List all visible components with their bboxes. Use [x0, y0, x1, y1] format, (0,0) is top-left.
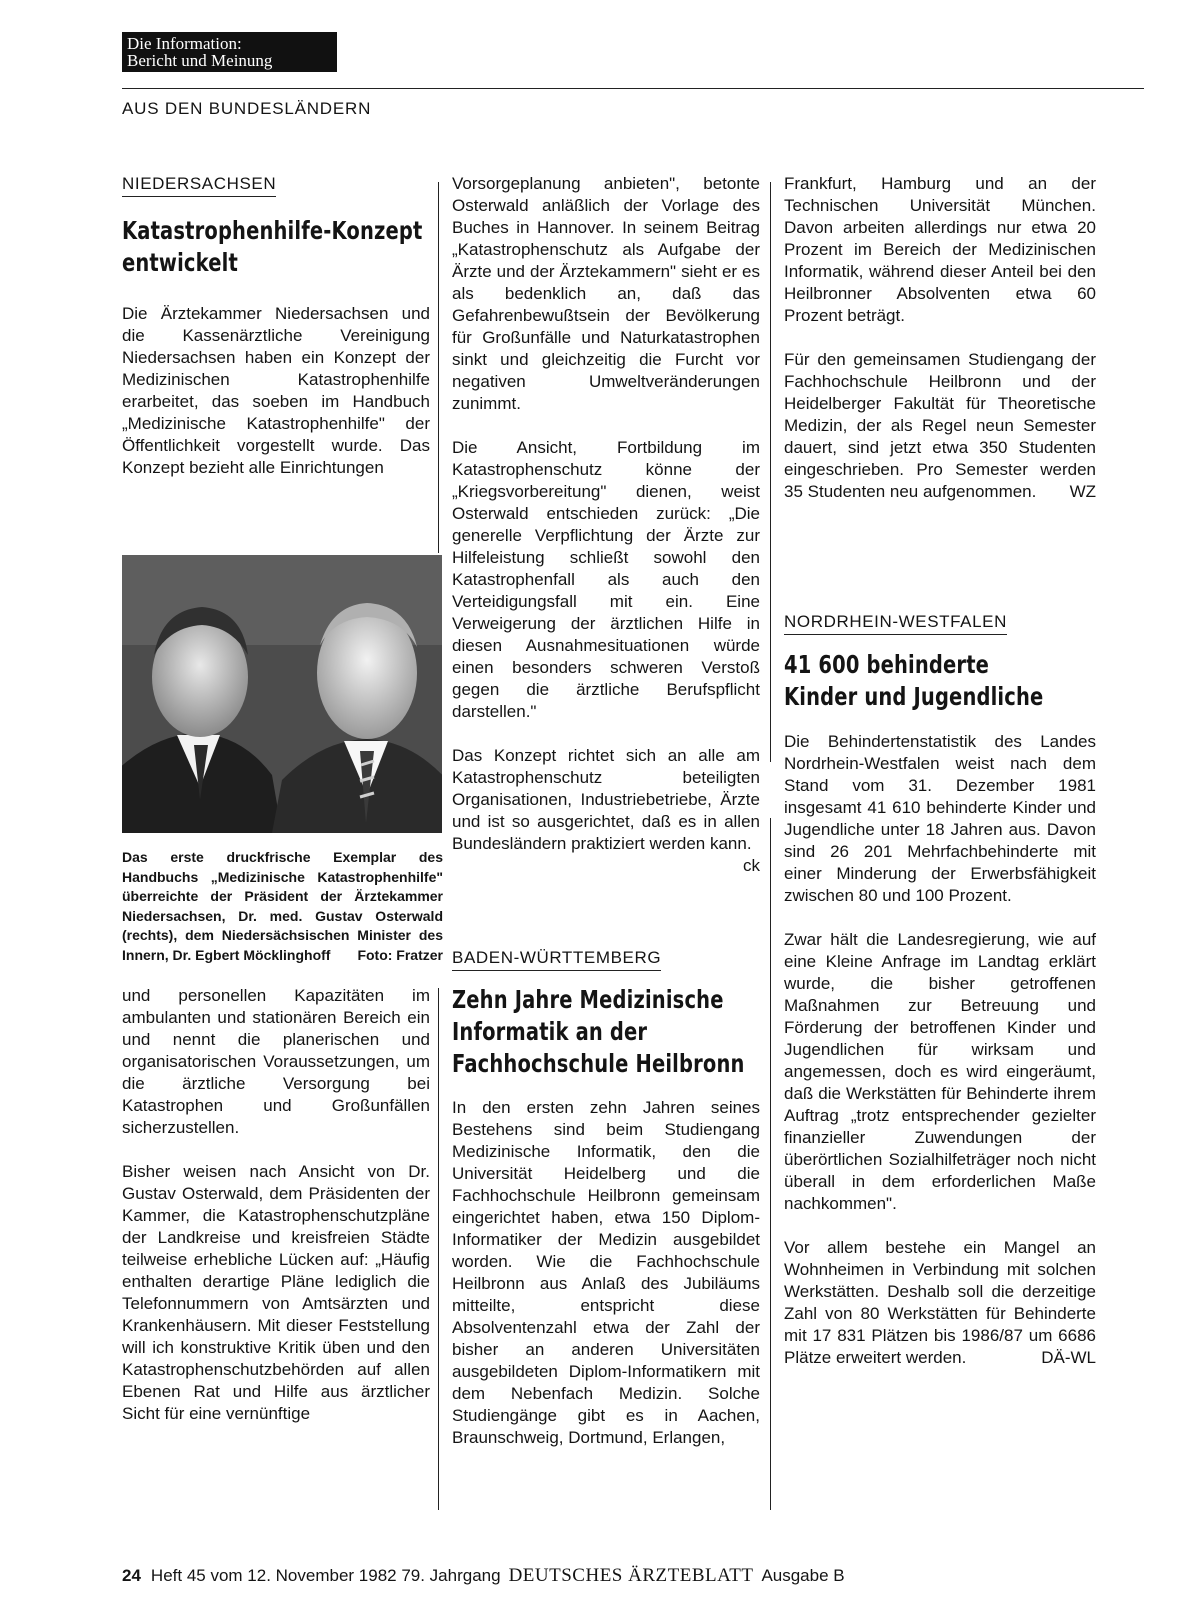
kicker-niedersachsen: NIEDERSACHSEN: [122, 173, 430, 195]
paragraph: Vor allem bestehe ein Mangel an Wohnheimen in Verbindung mit solchen Werkstätten. Deshalb soll die derzeitige Zahl von 80 Werkstätten für Behinderte mit 17 831 Plätzen bis 1986/87 um 6686 Plätze erweitert werden. DÄ-WL: [784, 1238, 1096, 1367]
paragraph: Die Ansicht, Fortbildung im Katastrophenschutz könne der „Kriegsvorbereitung" dienen, weist Osterwald entschieden zurück: „Die generelle Verpflichtung der Ärzte zur Hilfeleistung schließt sowohl den Katastrophenfall als auch den Verteidigungsfall mit ein. Eine Verweigerung der ärztlichen Hilfe in diesen Ausnahmesituationen würde einen besonders schweren Verstoß gegen die ärztliche Berufspflicht darstellen.": [452, 438, 760, 721]
rubric-label: [122, 32, 337, 72]
signature-wz: WZ: [1069, 482, 1096, 501]
column-rule-3: [770, 182, 771, 762]
headline-medizinische-informatik: Zehn Jahre Medizinische Informatik an der Fachhochschule Heilbronn: [452, 985, 745, 1078]
article-niedersachsen-cont: [122, 985, 430, 1425]
column-rule-4: [770, 818, 771, 1510]
page-footer: [122, 1565, 845, 1587]
paragraph: Für den gemeinsamen Studiengang der Fachhochschule Heilbronn und der Heidelberger Fakultät für Theoretische Medizin, der als Regel neun Semester dauert, sind jetzt etwa 350 Studenten eingeschrieben. Pro Semester werden 35 Studenten neu aufgenommen. WZ: [784, 350, 1096, 501]
article-niedersachsen-col2: [452, 173, 760, 877]
kicker-nordrhein-westfalen: NORDRHEIN-WESTFALEN: [784, 611, 1096, 633]
column-rule-1: [438, 182, 439, 553]
article-niedersachsen-start: [122, 173, 430, 479]
kicker-baden-wuerttemberg: BADEN-WÜRTTEMBERG: [452, 947, 760, 969]
paragraph: Die Behindertenstatistik des Landes Nordrhein-Westfalen weist nach dem Stand vom 31. Dezember 1981 insgesamt 41 610 behinderte Kinder und Jugendliche unter 18 Jahren aus. Davon sind 26 201 Mehrfachbehinderte mit einer Minderung der Erwerbsfähigkeit zwischen 80 und 100 Prozent.: [784, 732, 1096, 905]
photo-caption: Das erste druckfrische Exemplar des Handbuchs „Medizinische Katastrophenhilfe" überreichte der Präsident der Ärztekammer Niedersachsen, Dr. med. Gustav Osterwald (rechts), dem Niedersächsischen Minister des Innern, Dr. Egbert Möcklinghoff Foto: Fratzer: [122, 848, 443, 965]
page-number: 24: [122, 1566, 141, 1585]
signature-ck: ck: [743, 856, 760, 875]
photo-handbook-handover: [122, 555, 442, 833]
paragraph: In den ersten zehn Jahren seines Bestehens sind beim Studiengang Medizinische Informatik, den die Universität Heidelberg und die Fachhochschule Heilbronn gemeinsam eingerichtet haben, etwa 150 Diplom-Informatiker der Medizin ausgebildet worden. Wie die Fachhochschule Heilbronn aus Anlaß des Jubiläums mitteilte, entspricht diese Absolventenzahl etwa der Zahl der bisher an anderen Universitäten ausgebildeten Diplom-Informatikern mit dem Nebenfach Medizin. Solche Studiengänge gibt es in Aachen, Braunschweig, Dortmund, Erlangen,: [452, 1098, 760, 1447]
paragraph: Das Konzept richtet sich an alle am Katastrophenschutz beteiligten Organisationen, Industriebetriebe, Ärzte und ist so ausgerichtet, daß es in allen Bundesländern praktiziert werden kann. ck: [452, 746, 760, 875]
rubric-line-2: Bericht und Meinung: [127, 51, 273, 70]
paragraph: Frankfurt, Hamburg und an der Technischen Universität München. Davon arbeiten allerdings nur etwa 20 Prozent im Bereich der Medizinischen Informatik, während dieser Anteil bei den Heilbronner Absolventen etwa 60 Prozent beträgt.: [784, 174, 1096, 325]
column-rule-2: [438, 988, 439, 1510]
issue-info: Heft 45 vom 12. November 1982 79. Jahrgang: [150, 1566, 501, 1585]
signature-dae-wl: DÄ-WL: [1041, 1348, 1096, 1367]
headline-katastrophenhilfe: Katastrophenhilfe-Konzept entwickelt: [122, 216, 423, 277]
article-nordrhein-westfalen: [784, 611, 1096, 1369]
journal-name: DEUTSCHES ÄRZTEBLATT: [508, 1565, 754, 1586]
section-title: AUS DEN BUNDESLÄNDERN: [122, 99, 372, 118]
photo-image: [122, 555, 442, 833]
article-baden-wuerttemberg-col3: [784, 173, 1096, 503]
photo-credit: Foto: Fratzer: [357, 946, 443, 963]
paragraph: Vorsorgeplanung anbieten", betonte Osterwald anläßlich der Vorlage des Buches in Hannover. In seinem Beitrag „Katastrophenschutz als Aufgabe der Ärzte und der Ärztekammern" sieht er es als bedenklich an, daß das Gefahrenbewußtsein der Bevölkerung für Großunfälle und Naturkatastrophen sinkt und gleichzeitig die Furcht vor negativen Umweltveränderungen zunimmt.: [452, 174, 760, 413]
paragraph: und personellen Kapazitäten im ambulanten und stationären Bereich ein und nennt die planerischen und organisatorischen Voraussetzungen, um die ärztliche Versorgung bei Katastrophen und Großunfällen sicherzustellen.: [122, 986, 430, 1137]
edition: Ausgabe B: [761, 1566, 845, 1585]
header-rule: [122, 88, 1144, 89]
paragraph: Die Ärztekammer Niedersachsen und die Kassenärztliche Vereinigung Niedersachsen haben ein Konzept der Medizinischen Katastrophenhilfe erarbeitet, das soeben im Handbuch „Medizinische Katastrophenhilfe" der Öffentlichkeit vorgestellt wurde. Das Konzept bezieht alle Einrichtungen: [122, 304, 430, 477]
rubric-line-1: Die Information:: [127, 34, 242, 53]
paragraph: Bisher weisen nach Ansicht von Dr. Gustav Osterwald, dem Präsidenten der Kammer, die Katastrophenschutzpläne der Landkreise und kreisfreien Städte teilweise erhebliche Lücken auf: „Häufig enthalten derartige Pläne lediglich die Telefonnummern von Amtsärzten und Krankenhäusern. Mit dieser Feststellung will ich konstruktive Kritik üben und den Katastrophenschutzbehörden auf allen Ebenen Rat und Hilfe aus ärztlicher Sicht für eine vernünftige: [122, 1162, 430, 1423]
paragraph: Zwar hält die Landesregierung, wie auf eine Kleine Anfrage im Landtag erklärt wurde, die bisher getroffenen Maßnahmen zur Betreuung und Förderung der betroffenen Kinder und Jugendlichen für wirksam und angemessen, doch es wird eingeräumt, daß die Werkstätten für Behinderte ihrem Auftrag „trotz entsprechender gezielter finanzieller Zuwendungen der überörtlichen Sozialhilfeträger noch nicht überall in dem erforderlichen Maße nachkommen".: [784, 930, 1096, 1213]
headline-behinderte-kinder: 41 600 behinderte Kinder und Jugendliche: [784, 650, 1044, 711]
article-baden-wuerttemberg: [452, 947, 760, 1449]
